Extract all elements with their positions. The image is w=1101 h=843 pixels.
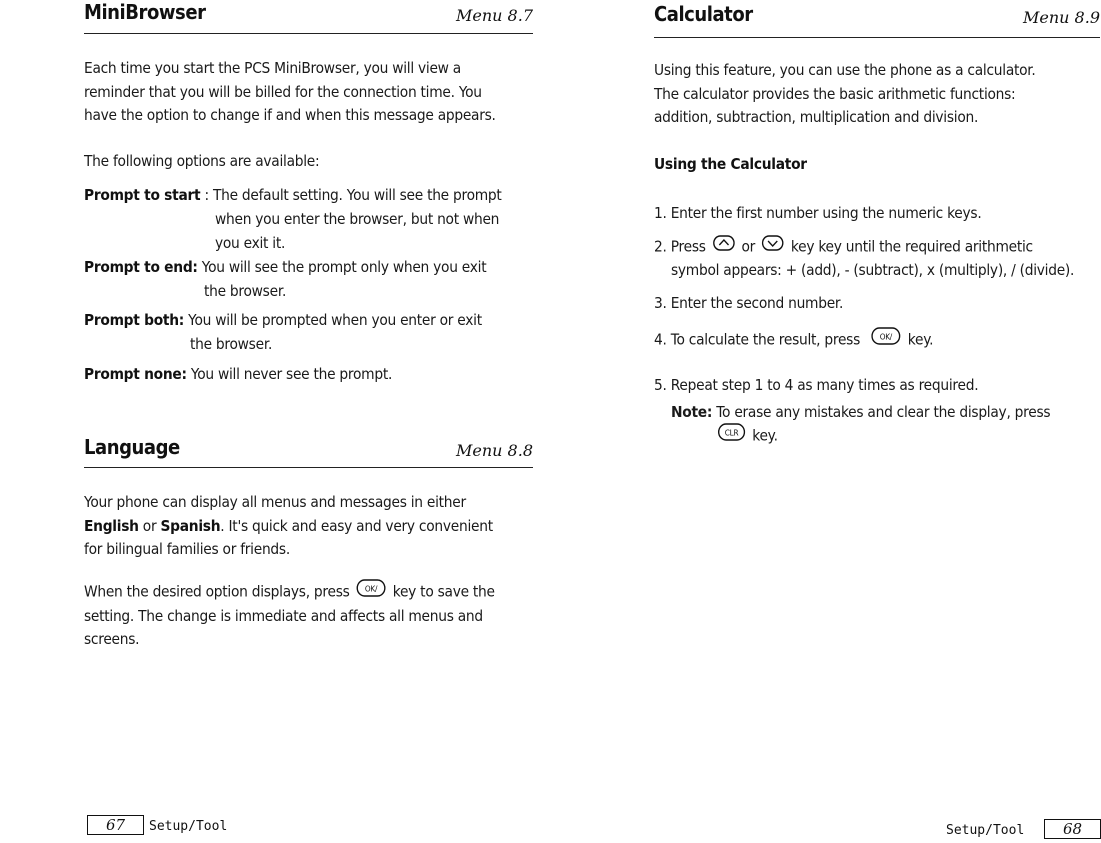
down-key-icon — [762, 235, 784, 259]
option-label: Prompt both: — [84, 311, 185, 329]
english-option: English — [84, 516, 139, 535]
option-label: Prompt to end: — [84, 258, 198, 276]
step-5: 5. Repeat step 1 to 4 as many times as required. — [654, 376, 979, 394]
option-continuation: the browser. — [190, 335, 273, 353]
step-1: 1. Enter the first number using the numeric keys. — [654, 204, 982, 222]
svg-text:CLR: CLR — [724, 428, 739, 438]
language-title: Language — [84, 435, 180, 459]
language-header — [84, 435, 533, 465]
calculator-intro: Using this feature, you can use the phone as a calculator. The calculator provides the basic arithmetic functions: addition, subtraction, multiplication and division. — [654, 61, 1036, 126]
ok-key-icon — [871, 327, 900, 353]
intro-line: Each time you start the PCS MiniBrowser, you will view a — [84, 59, 461, 77]
calculator-rule — [654, 37, 1100, 38]
option-prompt-none — [84, 363, 392, 387]
option-text: You will be prompted when you enter or exit — [188, 311, 482, 329]
minibrowser-header — [84, 0, 533, 30]
left-page — [0, 0, 550, 843]
option-text: You will never see the prompt. — [190, 365, 393, 383]
calculator-title: Calculator — [654, 2, 753, 26]
option-prompt-to-end — [84, 256, 486, 280]
up-key-icon — [713, 235, 735, 259]
calculator-header — [654, 2, 1100, 32]
minibrowser-menu-number: Menu 8.7 — [456, 6, 533, 25]
note-continuation: CLR key. — [715, 423, 778, 449]
calculator-menu-number: Menu 8.9 — [1023, 8, 1100, 27]
language-rule — [84, 467, 533, 468]
option-text: You will see the prompt only when you exit — [201, 258, 487, 276]
minibrowser-rule — [84, 33, 533, 34]
step-4: 4. To calculate the result, press OK/ key. — [654, 327, 933, 353]
intro-line: have the option to change if and when this message appears. — [84, 106, 496, 124]
note: Note: To erase any mistakes and clear the display, press — [671, 403, 1051, 421]
option-text: The default setting. You will see the prompt — [212, 186, 502, 204]
language-paragraph-1: Your phone can display all menus and messages in either English or Spanish. It's quick and easy and very convenient for bilingual families or friends. — [84, 493, 493, 558]
options-intro: The following options are available: — [84, 152, 320, 170]
footer-section-label: Setup/Tool — [149, 819, 228, 834]
option-label: Prompt to start — [84, 186, 201, 204]
minibrowser-intro — [84, 57, 516, 128]
option-continuation: you exit it. — [215, 234, 286, 252]
option-prompt-both — [84, 309, 482, 333]
option-continuation: the browser. — [204, 282, 287, 300]
calculator-subhead: Using the Calculator — [654, 155, 807, 173]
svg-text:OK/: OK/ — [880, 332, 893, 342]
right-page — [550, 0, 1101, 843]
intro-line: reminder that you will be billed for the connection time. You — [84, 82, 482, 101]
language-paragraph-2: When the desired option displays, press OK/ key to save the setting. The change is immediate and affects all menus and screens. — [84, 579, 495, 652]
page-number: 67 — [87, 815, 144, 835]
footer-section-label: Setup/Tool — [946, 823, 1025, 838]
ok-key-icon — [356, 579, 385, 605]
svg-text:OK/: OK/ — [365, 584, 378, 594]
step-2: 2. Press or key key until the required arithmetic — [654, 235, 1033, 259]
minibrowser-title: MiniBrowser — [84, 0, 206, 24]
option-prompt-to-start: Prompt to start : The default setting. You will see the prompt — [84, 186, 502, 204]
language-menu-number: Menu 8.8 — [456, 441, 533, 460]
option-label: Prompt none: — [84, 365, 187, 383]
option-continuation: when you enter the browser, but not when — [215, 210, 500, 228]
page-number: 68 — [1044, 819, 1101, 839]
clr-key-icon — [718, 423, 746, 449]
note-label: Note: — [671, 403, 713, 421]
step-2-continuation: symbol appears: + (add), - (subtract), x (multiply), / (divide). — [671, 261, 1075, 279]
spanish-option: Spanish — [160, 516, 221, 535]
step-3: 3. Enter the second number. — [654, 294, 844, 312]
